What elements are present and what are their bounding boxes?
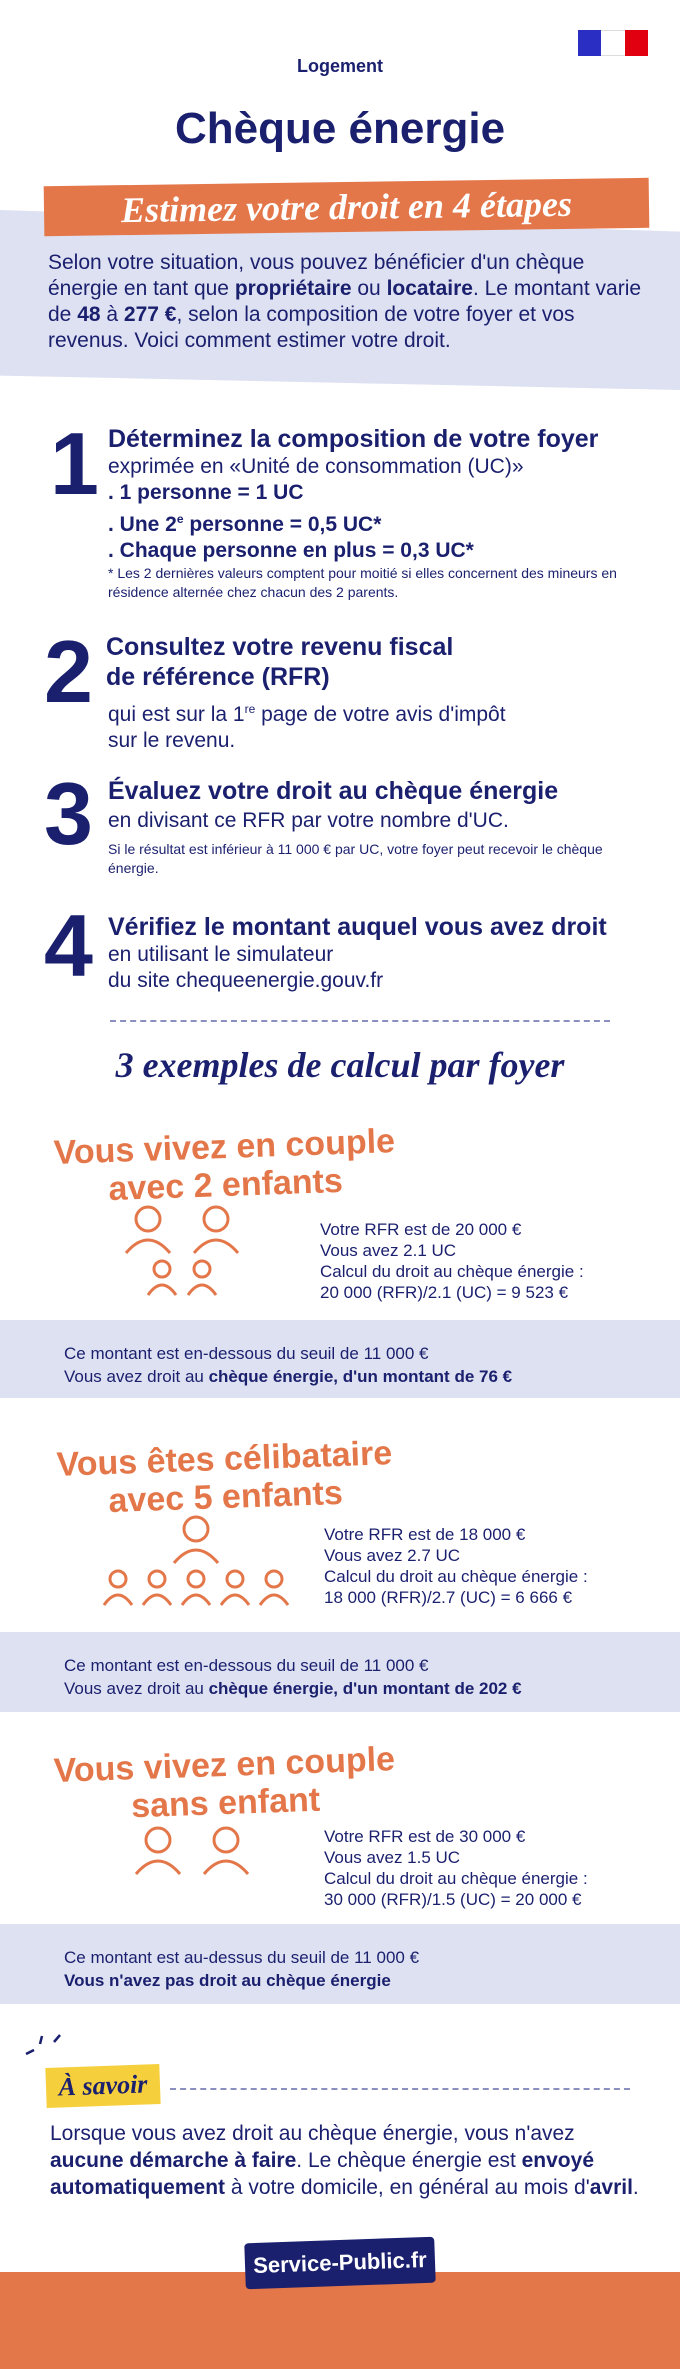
a-savoir-tag: À savoir: [45, 2064, 160, 2108]
subtitle-banner: Estimez votre droit en 4 étapes: [44, 178, 650, 236]
step-2-number: 2: [44, 622, 93, 721]
step-1-title: Déterminez la composition de votre foyer: [108, 425, 599, 453]
step-4-title: Vérifiez le montant auquel vous avez droit: [108, 913, 607, 941]
page-title: Chèque énergie: [174, 104, 506, 153]
step-4-text: en utilisant le simulateur du site chequeenergie.gouv.fr: [108, 943, 384, 992]
step-1-number: 1: [50, 414, 99, 513]
divider: [170, 2088, 630, 2090]
french-flag-logo: [578, 30, 648, 56]
example-2-result: Ce montant est en-dessous du seuil de 11 000 € Vous avez droit au chèque énergie, d'un montant de 202 €: [64, 1656, 522, 1698]
family-icon: [100, 1515, 300, 1610]
example-2-calc: Votre RFR est de 18 000 € Vous avez 2.7 UC Calcul du droit au chèque énergie : 18 000 (RFR)/2.7 (UC) = 6 666 €: [324, 1525, 588, 1607]
examples-title: 3 exemples de calcul par foyer: [115, 1045, 565, 1085]
example-1-result: Ce montant est en-dessous du seuil de 11 000 € Vous avez droit au chèque énergie, d'un montant de 76 €: [64, 1344, 513, 1386]
divider: [110, 1020, 610, 1022]
couple-icon: [130, 1826, 260, 1881]
step-3-number: 3: [44, 764, 93, 863]
example-3-title: Vous vivez en couple sans enfant: [53, 1740, 396, 1826]
step-3-title: Évaluez votre droit au chèque énergie: [108, 777, 559, 805]
a-savoir-text: Lorsque vous avez droit au chèque énergie, vous n'avez aucune démarche à faire. Le chèque énergie est envoyé automatiquement à votre domicile, en général au mois d'avril.: [50, 2122, 639, 2199]
example-3-calc: Votre RFR est de 30 000 € Vous avez 1.5 UC Calcul du droit au chèque énergie : 30 000 (RFR)/1.5 (UC) = 20 000 €: [324, 1827, 588, 1909]
intro-paragraph: Selon votre situation, vous pouvez bénéficier d'un chèque énergie en tant que propriétaire ou locataire. Le montant varie de 48 à 277 €, selon la composition de votre foyer et vos revenus. Voici comment estimer votre droit.: [48, 251, 642, 352]
footer-band: [0, 2272, 680, 2369]
sparkle-icon: [22, 2032, 82, 2072]
step-4-number: 4: [44, 896, 93, 995]
step-3-note: Si le résultat est inférieur à 11 000 € par UC, votre foyer peut recevoir le chèque énergie.: [108, 841, 603, 876]
step-1-text: exprimée en «Unité de consommation (UC)» . 1 personne = 1 UC . Une 2e personne = 0,5 UC* . Chaque personne en plus = 0,3 UC*: [108, 455, 524, 562]
example-2-title: Vous êtes célibataire avec 5 enfants: [55, 1434, 393, 1521]
family-icon: [120, 1205, 260, 1300]
example-1-title: Vous vivez en couple avec 2 enfants: [53, 1122, 396, 1209]
step-2-text: qui est sur la 1re page de votre avis d'impôt sur le revenu.: [108, 702, 506, 752]
step-2-title: Consultez votre revenu fiscal de référence (RFR): [106, 633, 454, 691]
example-3-result: Ce montant est au-dessus du seuil de 11 000 € Vous n'avez pas droit au chèque énergie: [64, 1948, 420, 1990]
step-3-text: en divisant ce RFR par votre nombre d'UC.: [108, 809, 509, 832]
example-1-calc: Votre RFR est de 20 000 € Vous avez 2.1 UC Calcul du droit au chèque énergie : 20 000 (RFR)/2.1 (UC) = 9 523 €: [320, 1220, 584, 1302]
category-label: Logement: [296, 56, 383, 76]
step-1-note: * Les 2 dernières valeurs comptent pour moitié si elles concernent des mineurs en résidence alternée chez chacun des 2 parents.: [108, 565, 617, 600]
service-public-logo[interactable]: Service-Public.fr: [244, 2237, 435, 2290]
